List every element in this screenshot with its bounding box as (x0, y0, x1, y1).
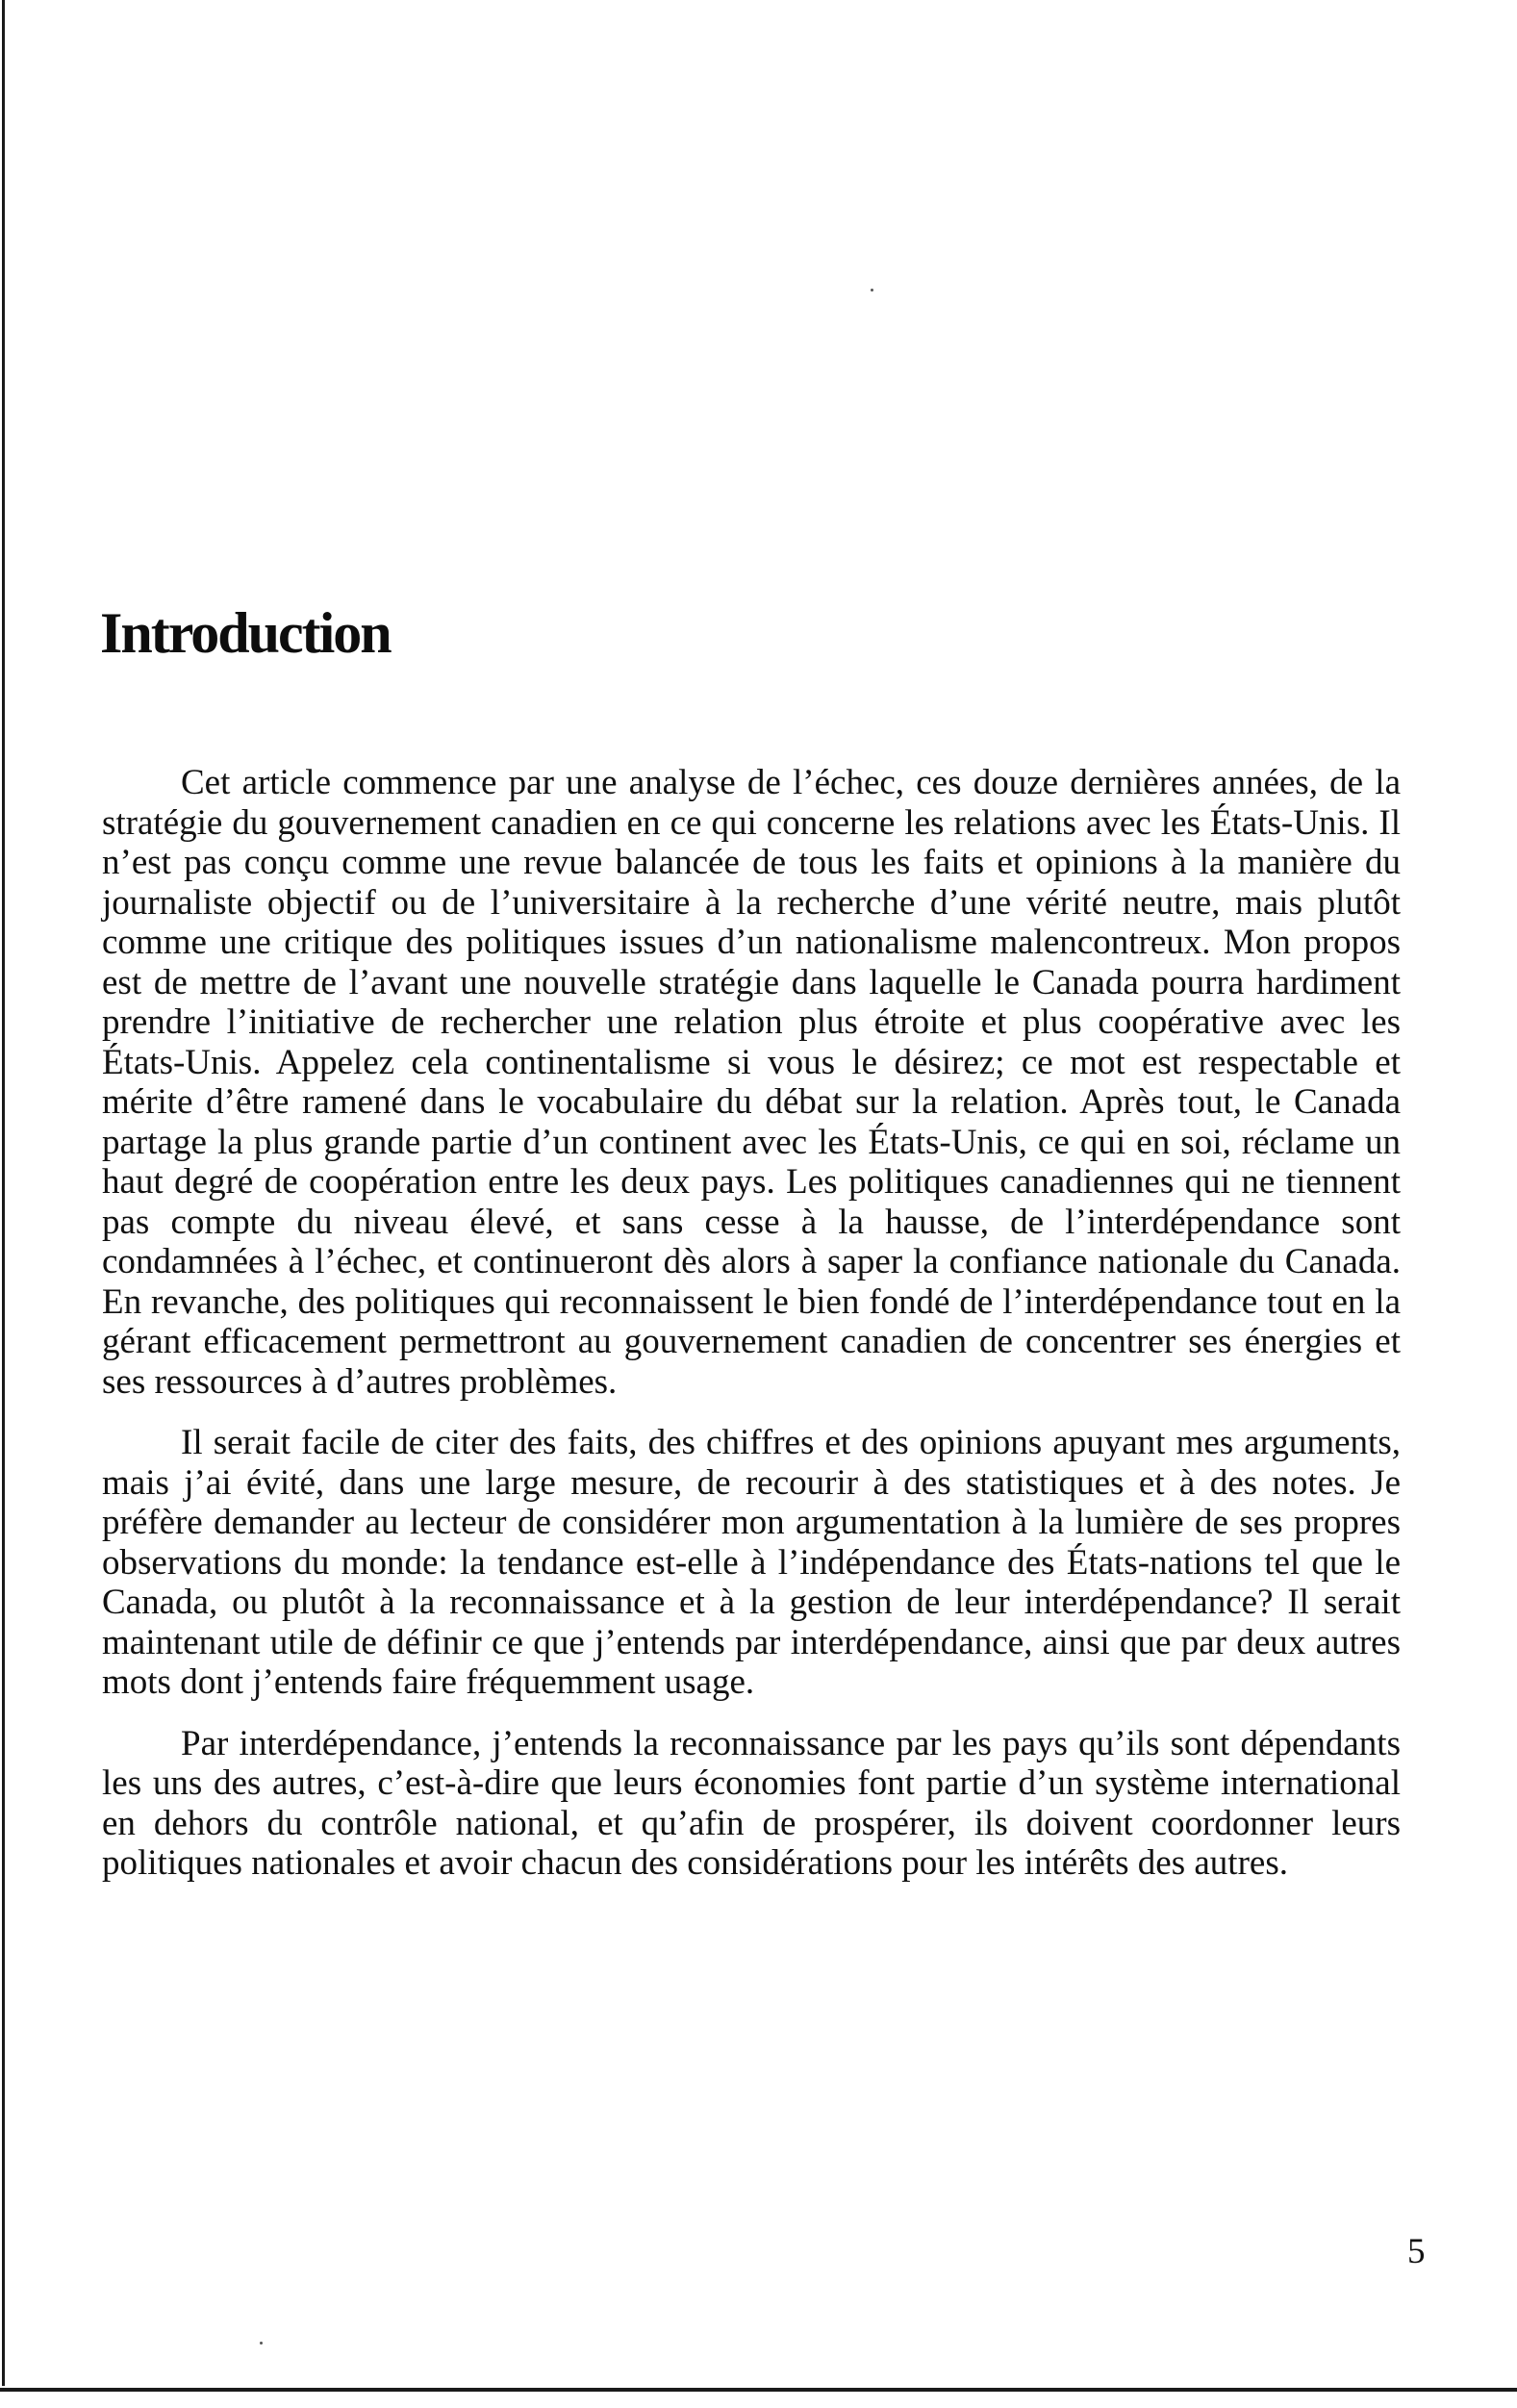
paragraph-3: Par interdépendance, j’entends la reconnaissance par les pays qu’ils sont dépendants les uns des autres, c’est-à-dire que leurs économies font partie d’un système international en dehors du contrôle national, et qu’afin de prospérer, ils doivent coordonner leurs politiques nationales et avoir chacun des considérations pour les intérêts des autres. (102, 1723, 1401, 1883)
body-text (102, 763, 1401, 1905)
page-number: 5 (1407, 2232, 1426, 2271)
paragraph-1: Cet article commence par une analyse de l’échec, ces douze dernières années, de la stratégie du gouvernement canadien en ce qui concerne les relations avec les États-Unis. Il n’est pas conçu comme une revue balancée de tous les faits et opinions à la manière du journaliste objectif ou de l’universitaire à la recherche d’une vérité neutre, mais plutôt comme une critique des politiques issues d’un nationalisme malencontreux. Mon propos est de mettre de l’avant une nouvelle stratégie dans laquelle le Canada pourra hardiment prendre l’initiative de rechercher une relation plus étroite et plus coopérative avec les États-Unis. Appelez cela continentalisme si vous le désirez; ce mot est respectable et mérite d’être ramené dans le vocabulaire du débat sur la relation. Après tout, le Canada partage la plus grande partie d’un continent avec les États-Unis, ce qui en soi, réclame un haut degré de coopération entre les deux pays. Les politiques canadiennes qui ne tiennent pas compte du niveau élevé, et sans cesse à la hausse, de l’interdépendance sont condamnées à l’échec, et continueront dès alors à saper la confiance nationale du Canada. En revanche, des politiques qui reconnaissent le bien fondé de l’interdépendance tout en la gérant efficacement permettront au gouvernement canadien de concentrer ses énergies et ses ressources à d’autres problèmes. (102, 763, 1401, 1402)
scan-edge-left (2, 0, 5, 2386)
paragraph-2: Il serait facile de citer des faits, des chiffres et des opinions apuyant mes arguments, mais j’ai évité, dans une large mesure, de recourir à des statistiques et à des notes. Je préfère demander au lecteur de considérer mon argumentation à la lumière de ses propres observations du monde: la tendance est-elle à l’indépendance des États-nations tel que le Canada, ou plutôt à la reconnaissance et à la gestion de leur interdépendance? Il serait maintenant utile de définir ce que j’entends par interdépendance, ainsi que par deux autres mots dont j’entends faire fréquemment usage. (102, 1423, 1401, 1702)
scan-edge-bottom (0, 2388, 1517, 2392)
scan-speck (260, 2342, 263, 2345)
scan-speck (871, 289, 873, 291)
chapter-title: Introduction (100, 601, 391, 665)
